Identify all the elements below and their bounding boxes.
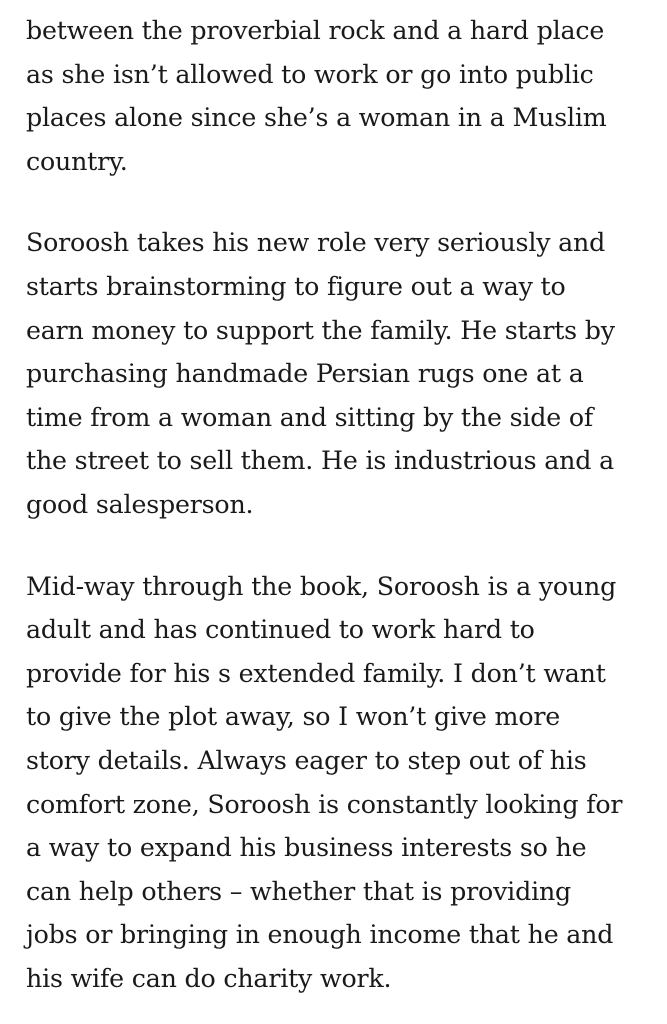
paragraph-line: starts brainstorming to figure out a way to — [26, 271, 566, 301]
paragraph-line: good salesperson. — [26, 489, 254, 519]
paragraph-line: jobs or bringing in enough income that he and — [26, 920, 614, 950]
paragraph-3 — [26, 565, 646, 1001]
paragraph-line: between the proverbial rock and a hard place — [26, 16, 605, 45]
paragraph-line: as she isn’t allowed to work or go into public — [26, 59, 594, 89]
paragraph-2 — [26, 221, 646, 526]
paragraph-gap — [26, 183, 646, 221]
paragraph-gap — [26, 527, 646, 565]
article-body — [26, 0, 646, 1000]
paragraph-line: earn money to support the family. He starts by — [26, 315, 615, 345]
paragraph-line: his wife can do charity work. — [26, 963, 392, 993]
paragraph-line: places alone since she’s a woman in a Muslim — [26, 103, 607, 133]
paragraph-line: provide for his s extended family. I don’t want — [26, 658, 606, 688]
paragraph-line: a way to expand his business interests so he — [26, 833, 587, 863]
paragraph-line: to give the plot away, so I won’t give more — [26, 702, 561, 732]
paragraph-1 — [26, 9, 646, 183]
paragraph-line: adult and has continued to work hard to — [26, 615, 535, 645]
paragraph-line: can help others – whether that is providing — [26, 876, 572, 906]
paragraph-line: story details. Always eager to step out of his — [26, 745, 587, 775]
paragraph-line: the street to sell them. He is industrious and a — [26, 446, 614, 476]
paragraph-line: Soroosh takes his new role very seriously and — [26, 228, 606, 258]
paragraph-line: country. — [26, 146, 128, 176]
paragraph-line: comfort zone, Soroosh is constantly looking for — [26, 789, 623, 819]
paragraph-line: Mid-way through the book, Soroosh is a young — [26, 571, 617, 601]
paragraph-line: purchasing handmade Persian rugs one at a — [26, 359, 584, 389]
paragraph-line: time from a woman and sitting by the side of — [26, 402, 594, 432]
